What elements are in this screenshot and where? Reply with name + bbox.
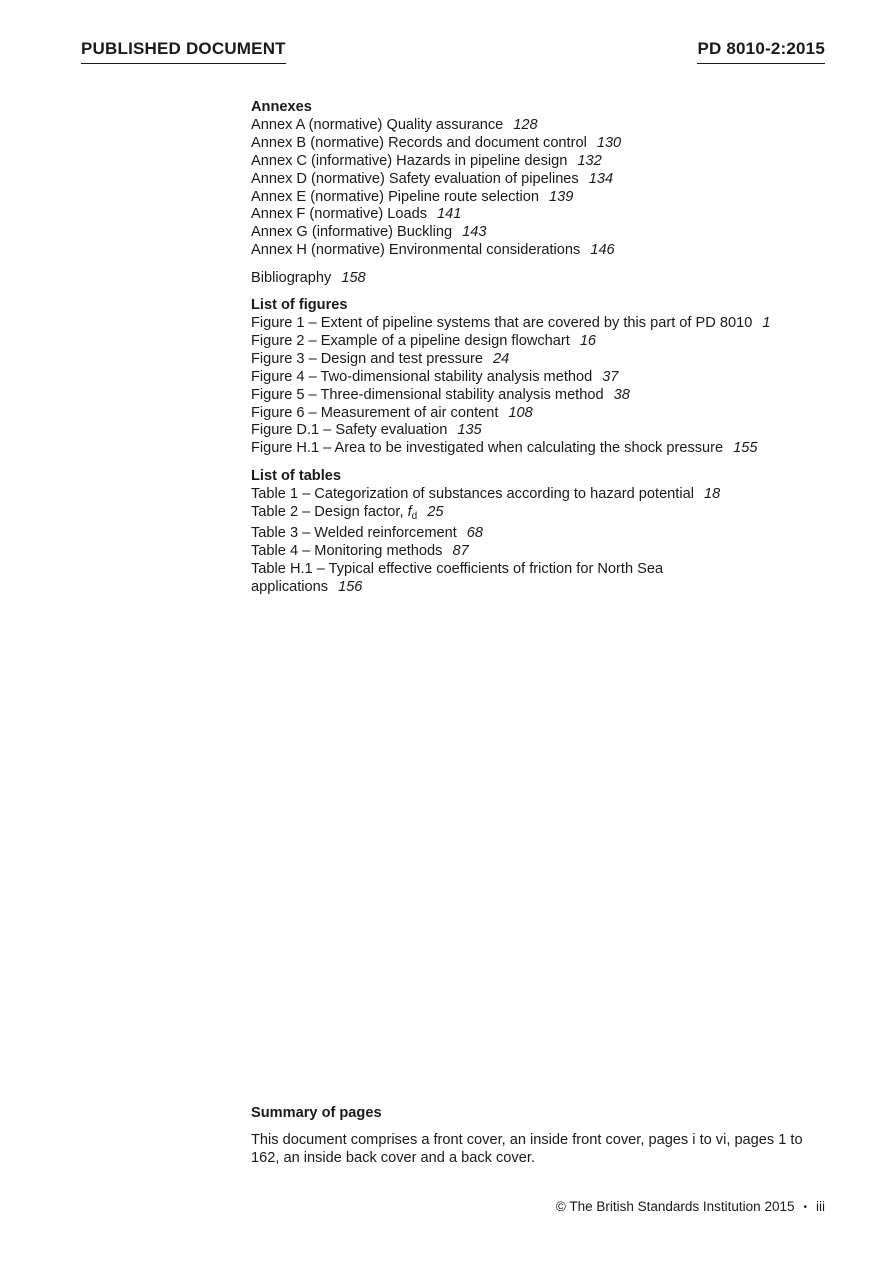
entry-text: Annex H (normative) Environmental considerations — [251, 242, 581, 259]
entry-text: Figure 4 – Two-dimensional stability analysis method — [251, 368, 593, 385]
entry-page: 132 — [577, 152, 602, 169]
bullet-separator: • — [803, 1202, 807, 1213]
entry-text: Table 1 – Categorization of substances according to hazard potential — [251, 485, 694, 502]
page-footer — [556, 1198, 825, 1217]
page-number: iii — [816, 1199, 825, 1214]
entry-page: 135 — [457, 422, 482, 439]
entry-text: Table 3 – Welded reinforcement — [251, 525, 457, 542]
toc-entry-figure-2 — [251, 333, 841, 351]
entry-text: Figure 2 – Example of a pipeline design flowchart — [251, 332, 570, 349]
entry-text: Figure 5 – Three-dimensional stability analysis method — [251, 386, 604, 403]
entry-page: 128 — [513, 116, 538, 133]
figures-heading: List of figures — [251, 297, 348, 314]
entry-text: Annex D (normative) Safety evaluation of pipelines — [251, 170, 579, 187]
toc-entry-figure-d1 — [251, 422, 841, 440]
entry-page: 108 — [508, 404, 533, 421]
entry-page: 68 — [466, 525, 484, 542]
entry-page: 16 — [579, 332, 597, 349]
toc-entry-annex-a — [251, 117, 841, 135]
toc-entry-table-2 — [251, 504, 841, 526]
toc-entry-annex-d — [251, 171, 841, 189]
entry-page: 18 — [703, 485, 721, 502]
header-document-number: PD 8010-2:2015 — [697, 38, 825, 64]
entry-text: Annex C (informative) Hazards in pipeline design — [251, 152, 568, 169]
entry-text: Annex A (normative) Quality assurance — [251, 116, 504, 133]
summary-text: This document comprises a front cover, an inside front cover, pages i to vi, pages 1 to 162, an inside back cover and a back cover. — [251, 1132, 803, 1166]
entry-page: 158 — [341, 269, 366, 286]
entry-text: Bibliography — [251, 269, 332, 286]
toc-entry-annex-g — [251, 224, 841, 242]
toc-entry-bibliography — [251, 270, 841, 288]
entry-page: 141 — [437, 206, 462, 223]
entry-page: 25 — [427, 503, 444, 520]
annexes-section — [251, 99, 841, 260]
entry-page: 134 — [588, 170, 614, 187]
toc-entry-table-h1 — [251, 561, 721, 597]
toc-entry-annex-e — [251, 189, 841, 207]
entry-text: Annex B (normative) Records and document control — [251, 134, 587, 151]
summary-heading: Summary of pages — [251, 1105, 382, 1121]
entry-text: Annex G (informative) Buckling — [251, 224, 453, 241]
toc-entry-figure-4 — [251, 369, 841, 387]
toc-entry-figure-3 — [251, 351, 841, 369]
tables-section — [251, 468, 841, 597]
design-factor-symbol: $f_d$ — [407, 503, 418, 522]
table-of-contents — [251, 99, 841, 607]
toc-entry-table-1 — [251, 486, 841, 504]
header-document-type: PUBLISHED DOCUMENT — [81, 38, 286, 64]
toc-entry-figure-6 — [251, 405, 841, 423]
copyright-text: © The British Standards Institution 2015 — [555, 1199, 795, 1214]
entry-text: Annex F (normative) Loads — [251, 206, 428, 223]
entry-text: Table 2 – Design factor, — [251, 503, 404, 520]
entry-page: 1 — [762, 314, 771, 331]
entry-page: 37 — [602, 368, 619, 385]
toc-entry-annex-b — [251, 135, 841, 153]
entry-text: Figure D.1 – Safety evaluation — [251, 422, 448, 439]
entry-text: Table H.1 – Typical effective coefficients of friction for North Sea applications — [251, 561, 664, 596]
toc-entry-figure-5 — [251, 387, 841, 405]
design-factor-subscript: d — [411, 510, 418, 522]
toc-entry-annex-h — [251, 242, 841, 260]
tables-heading: List of tables — [251, 467, 342, 484]
entry-text: Table 4 – Monitoring methods — [251, 543, 443, 560]
entry-text: Figure H.1 – Area to be investigated when calculating the shock pressure — [251, 440, 724, 457]
entry-page: 146 — [590, 242, 615, 259]
entry-page: 156 — [338, 579, 363, 596]
entry-page: 38 — [613, 386, 630, 403]
toc-entry-table-3 — [251, 525, 841, 543]
entry-page: 130 — [596, 134, 622, 151]
toc-entry-annex-c — [251, 153, 841, 171]
annexes-heading: Annexes — [251, 99, 312, 115]
summary-of-pages — [251, 1104, 831, 1167]
entry-page: 143 — [462, 224, 487, 241]
toc-entry-figure-1 — [251, 315, 841, 333]
toc-entry-annex-f — [251, 206, 841, 224]
entry-text: Figure 6 – Measurement of air content — [251, 404, 499, 421]
entry-page: 139 — [548, 188, 574, 205]
entry-page: 155 — [733, 440, 758, 457]
toc-entry-figure-h1 — [251, 440, 841, 458]
entry-page: 87 — [452, 543, 469, 560]
toc-entry-table-4 — [251, 543, 841, 561]
entry-page: 24 — [493, 350, 510, 367]
entry-text: Figure 3 – Design and test pressure — [251, 350, 484, 367]
entry-text: Figure 1 – Extent of pipeline systems that are covered by this part of PD 8010 — [251, 314, 753, 331]
entry-text: Annex E (normative) Pipeline route selection — [251, 188, 539, 205]
figures-section — [251, 297, 841, 458]
bibliography-section — [251, 270, 841, 288]
